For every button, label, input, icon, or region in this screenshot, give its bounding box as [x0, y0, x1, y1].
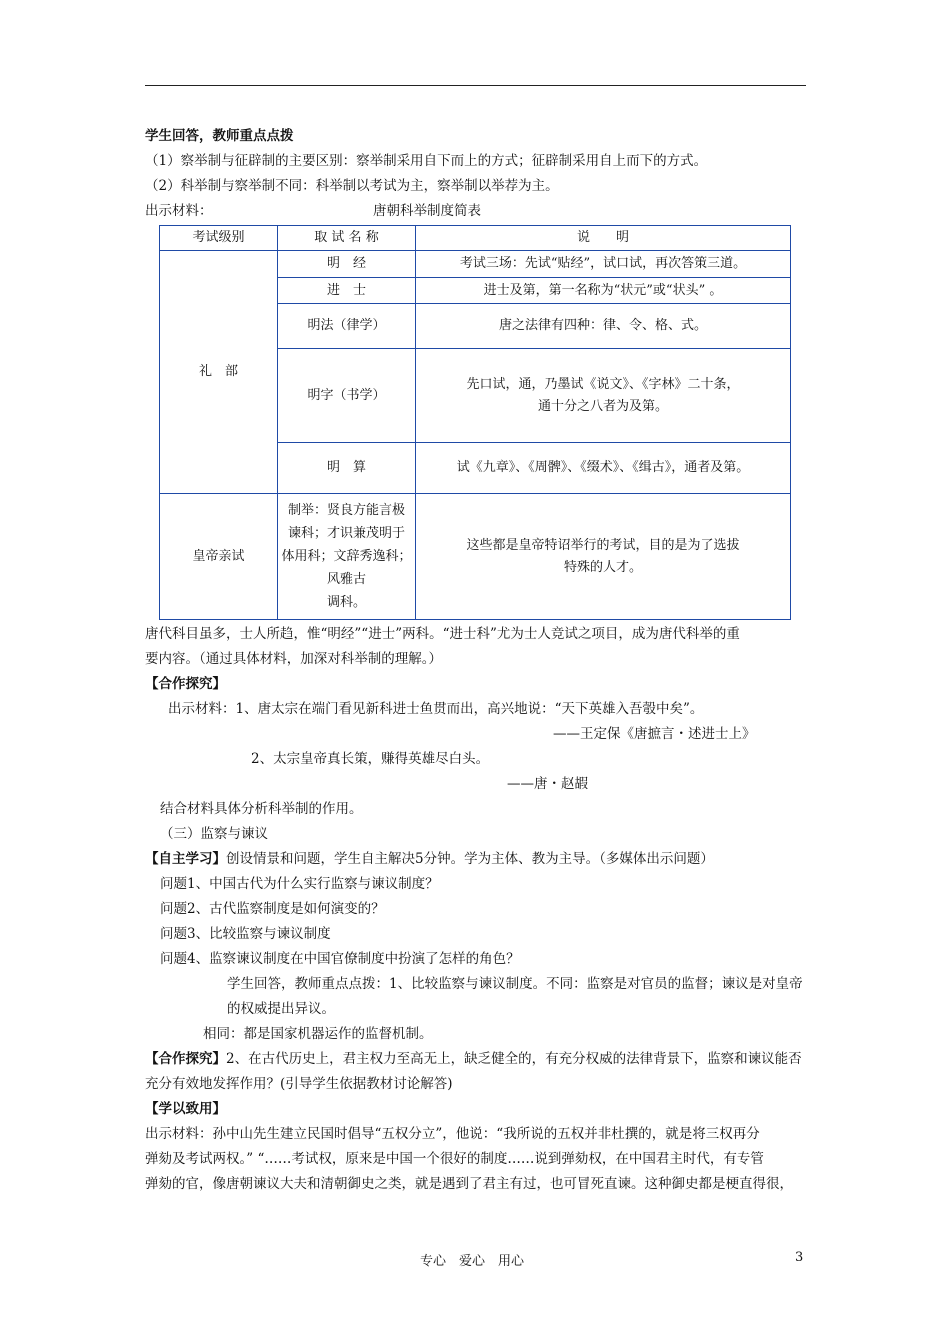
exam-desc: 唐之法律有四种：律、令、格、式。 [416, 304, 791, 349]
special-desc-line: 这些都是皇帝特诏举行的考试，目的是为了选拔 [466, 537, 740, 553]
special-exam-names [278, 494, 416, 620]
header-desc: 说 明 [416, 226, 791, 251]
material-1: 出示材料：1、唐太宗在端门看见新科进士鱼贯而出，高兴地说：“天下英雄入吾彀中矣”。 [168, 701, 704, 717]
header-level: 考试级别 [160, 226, 278, 251]
special-line: 体用科；文辞秀逸科； [281, 549, 412, 564]
question-1: 问题1、中国古代为什么实行监察与谏议制度？ [160, 876, 439, 892]
question-3: 问题3、比较监察与谏议制度 [160, 926, 331, 942]
para-line: 唐代科目虽多，士人所趋，惟“明经”“进士”两科。“进士科”尤为士人竞试之项目，成为唐代科举的重 [145, 626, 740, 642]
exam-name: 明 经 [278, 251, 416, 278]
group-emperor: 皇帝亲试 [160, 494, 278, 620]
apply-line: 弹劾的官，像唐朝谏议大夫和清朝御史之类，就是遇到了君主有过，也可冒死直谏。这种御史都是梗直得很， [145, 1176, 793, 1192]
coop-2-text: 2、在古代历史上，君主权力至高无上，缺乏健全的，有充分权威的法律背景下，监察和谏议能否 [226, 1051, 802, 1067]
heading-student-answer: 学生回答，教师重点点拨 [145, 128, 294, 144]
para-line: 要内容。（通过具体材料，加深对科举制的理解。） [145, 651, 442, 667]
answer-line: 相同：都是国家机器运作的监督机制。 [203, 1026, 433, 1042]
footer-motto: 专心 爱心 用心 [420, 1254, 525, 1269]
material-2-source: ——唐・赵嘏 [507, 776, 588, 792]
special-desc-line: 特殊的人才。 [563, 559, 642, 575]
exam-table [159, 225, 791, 620]
special-line: 风雅古 [326, 572, 366, 587]
answer-line: 的权威提出异议。 [227, 1001, 335, 1017]
point-2: （2）科举制与察举制不同：科举制以考试为主，察举制以举荐为主。 [145, 178, 559, 194]
question-4: 问题4、监察谏议制度在中国官僚制度中扮演了怎样的角色？ [160, 951, 520, 967]
section-3-title: （三）监察与谏议 [160, 826, 268, 842]
question-2: 问题2、古代监察制度是如何演变的？ [160, 901, 385, 917]
header-name: 取 试 名 称 [278, 226, 416, 251]
special-line: 调科。 [326, 595, 366, 610]
exam-name: 明法（律学） [278, 304, 416, 349]
material-2: 2、太宗皇帝真长策，赚得英雄尽白头。 [251, 751, 490, 767]
exam-desc-line: 先口试，通，乃墨试《说文》、《字林》二十条， [466, 376, 740, 392]
special-line: 制举：贤良方能言极 [287, 503, 405, 518]
exam-name: 进 士 [278, 278, 416, 304]
exam-name: 明 算 [278, 443, 416, 494]
answer-line: 学生回答，教师重点点拨：1、比较监察与谏议制度。不同：监察是对官员的监督；谏议是对皇帝 [227, 976, 803, 992]
analysis-prompt: 结合材料具体分析科举制的作用。 [160, 801, 363, 817]
apply-line: 出示材料：孙中山先生建立民国时倡导“五权分立”，他说：“我所说的五权并非杜撰的，就是将三权再分 [145, 1126, 760, 1142]
apply-line: 弹劾及考试两权。” “……考试权，原来是中国一个很好的制度……说到弹劾权，在中国君主时代，有专管 [145, 1151, 764, 1167]
page-number: 3 [795, 1250, 804, 1265]
table-title: 唐朝科举制度简表 [373, 203, 481, 219]
self-study-text: 创设情景和问题，学生自主解决5分钟。学为主体、教为主导。（多媒体出示问题） [226, 851, 714, 867]
material-label: 出示材料： [145, 203, 213, 219]
exam-desc: 考试三场：先试“贴经”，试口试，再次答策三道。 [416, 251, 791, 278]
section-apply: 【学以致用】 [145, 1101, 226, 1117]
coop-2 [145, 1050, 802, 1068]
special-desc [416, 494, 791, 620]
material-1-source: ——王定保《唐摭言・述进士上》 [553, 726, 756, 742]
exam-desc: 进士及第，第一名称为“状元”或“状头” 。 [416, 278, 791, 304]
exam-desc-line: 通十分之八者为及第。 [537, 398, 668, 414]
group-libu: 礼 部 [160, 251, 278, 494]
section-coop: 【合作探究】 [145, 676, 226, 692]
coop-2-label: 【合作探究】 [145, 1051, 226, 1067]
special-line: 谏科；才识兼茂明于 [287, 526, 405, 541]
exam-name: 明字（书学） [278, 349, 416, 443]
self-study-label: 【自主学习】 [145, 851, 226, 867]
exam-desc: 试《九章》、《周髀》、《缀术》、《缉古》，通者及第。 [416, 443, 791, 494]
point-1: （1）察举制与征辟制的主要区别：察举制采用自下而上的方式；征辟制采用自上而下的方式。 [145, 153, 708, 169]
coop-2-line: 充分有效地发挥作用？(引导学生依据教材讨论解答) [145, 1076, 453, 1092]
self-study [145, 850, 714, 868]
header-rule [145, 85, 806, 86]
exam-desc [416, 349, 791, 443]
